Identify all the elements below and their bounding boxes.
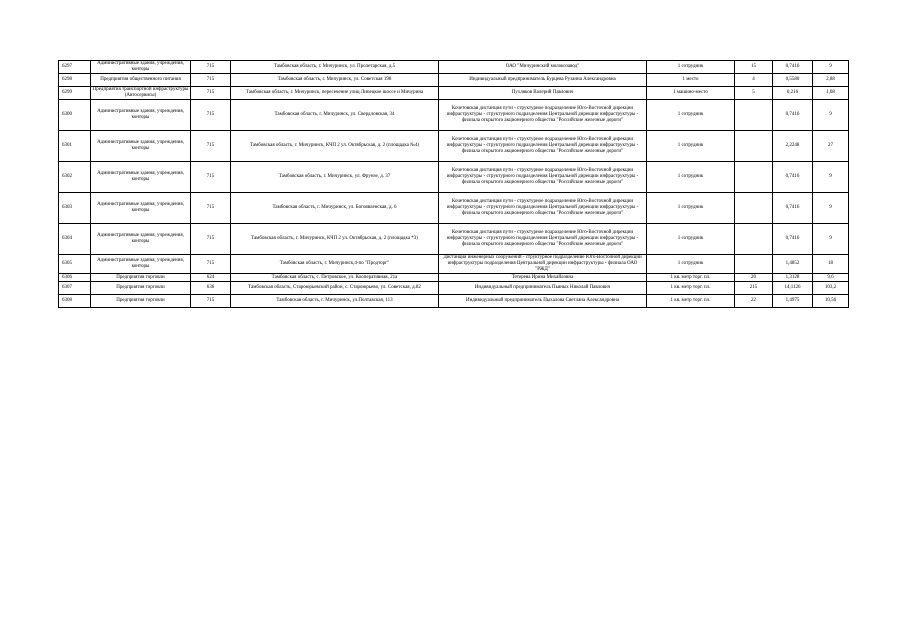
cell-code: 624 bbox=[191, 274, 231, 282]
cell-code: 715 bbox=[191, 74, 231, 87]
table-row bbox=[59, 224, 849, 255]
cell-owner: Тетерева Ирина Михайловна bbox=[439, 274, 647, 282]
cell-owner: Пухляков Валерий Павлович bbox=[439, 87, 647, 100]
cell-unit: 1 сотрудник bbox=[647, 100, 735, 131]
cell-type: Предприятия торговли bbox=[91, 295, 191, 308]
cell-volume: 2,88 bbox=[813, 74, 849, 87]
cell-norm: 0,5580 bbox=[773, 74, 813, 87]
cell-code: 715 bbox=[191, 162, 231, 193]
cell-type: Административные здания, учреждения, конторы bbox=[91, 193, 191, 224]
cell-address: Тамбовская область, г. Мичуринск, ул. Свердловская, 34 bbox=[231, 100, 439, 131]
cell-id: 6307 bbox=[59, 282, 91, 295]
cell-type: Административные здания, учреждения, конторы bbox=[91, 255, 191, 274]
cell-volume: 9,6 bbox=[813, 274, 849, 282]
cell-qty bbox=[735, 131, 773, 162]
cell-id: 6306 bbox=[59, 274, 91, 282]
cell-qty bbox=[735, 224, 773, 255]
cell-norm: 0,7416 bbox=[773, 61, 813, 74]
cell-unit: 1 кв. метр торг. пл. bbox=[647, 295, 735, 308]
cell-volume: 9 bbox=[813, 193, 849, 224]
table-row bbox=[59, 74, 849, 87]
cell-type: Предприятия торговли bbox=[91, 282, 191, 295]
cell-address: Тамбовская область, с. Петровское, ул. Кооперативная, 21а bbox=[231, 274, 439, 282]
table-row bbox=[59, 255, 849, 274]
cell-type: Административные здания, учреждения, конторы bbox=[91, 100, 191, 131]
cell-volume: 9 bbox=[813, 162, 849, 193]
table-row bbox=[59, 295, 849, 308]
cell-address: Тамбовская область, г. Мичуринск, ул. Пролетарская, д.5 bbox=[231, 61, 439, 74]
cell-norm: 0,7416 bbox=[773, 193, 813, 224]
cell-address: Тамбовская область, г. Мичуринск, ул.Полтавская, 113 bbox=[231, 295, 439, 308]
cell-volume: 103,2 bbox=[813, 282, 849, 295]
cell-norm: 1,4975 bbox=[773, 295, 813, 308]
table-row bbox=[59, 193, 849, 224]
cell-id: 6304 bbox=[59, 224, 91, 255]
cell-unit: 1 сотрудник bbox=[647, 193, 735, 224]
cell-unit: 1 сотрудник bbox=[647, 224, 735, 255]
cell-code: 715 bbox=[191, 224, 231, 255]
cell-address: Тамбовская область, г. Мичуринск, КЧП 2 ул. Октябрьская, д. 2 (площадка №4) bbox=[231, 131, 439, 162]
cell-address: Тамбовская область, г. Мичуринск, ул. Советская 198 bbox=[231, 74, 439, 87]
table-row bbox=[59, 100, 849, 131]
cell-volume: 9 bbox=[813, 61, 849, 74]
cell-code: 715 bbox=[191, 295, 231, 308]
cell-owner: Дистанция инженерных сооружений - структурное подразделение Юго-Восточной дирекции инфраструктуры подразделения Центральной дирекции инфраструктуры - филиала ОАО "РЖД" bbox=[439, 255, 647, 274]
cell-owner: Индивидуальный предприниматель Бурцева Рузанна Александровна bbox=[439, 74, 647, 87]
cell-code: 715 bbox=[191, 87, 231, 100]
cell-code: 715 bbox=[191, 255, 231, 274]
cell-address: Тамбовская область, г. Мичуринск, пересечение улиц Липецкое шоссе и Мичурина bbox=[231, 87, 439, 100]
cell-unit: 1 машино-место bbox=[647, 87, 735, 100]
cell-norm: 1,4852 bbox=[773, 255, 813, 274]
cell-unit: 1 сотрудник bbox=[647, 162, 735, 193]
cell-type: Административные здания, учреждения, конторы bbox=[91, 61, 191, 74]
cell-unit: 1 сотрудник bbox=[647, 61, 735, 74]
cell-address: Тамбовская область, Староюрьевский район, с. Староюрьево, ул. Советская, д.82 bbox=[231, 282, 439, 295]
cell-volume: 9 bbox=[813, 224, 849, 255]
cell-owner: ОАО "Мичуринский молокозавод" bbox=[439, 61, 647, 74]
cell-id: 6297 bbox=[59, 61, 91, 74]
cell-norm: 0,7416 bbox=[773, 224, 813, 255]
cell-address: Тамбовская область, г. Мичуринск, ул. Богоявленская, д. 6 bbox=[231, 193, 439, 224]
cell-type: Административные здания, учреждения, конторы bbox=[91, 131, 191, 162]
cell-address: Тамбовская область, г. Мичуринск,4-по "Продторг" bbox=[231, 255, 439, 274]
cell-code: 715 bbox=[191, 61, 231, 74]
cell-code: 715 bbox=[191, 193, 231, 224]
cell-id: 6300 bbox=[59, 100, 91, 131]
cell-norm: 0,7416 bbox=[773, 162, 813, 193]
cell-id: 6308 bbox=[59, 295, 91, 308]
cell-type: Предприятия транспортной инфраструктуры (Автосервисы) bbox=[91, 87, 191, 100]
table-row bbox=[59, 61, 849, 74]
cell-code: 715 bbox=[191, 100, 231, 131]
cell-qty bbox=[735, 193, 773, 224]
cell-norm: 1,3128 bbox=[773, 274, 813, 282]
cell-owner: Кочетовская дистанция пути - структурное подразделение Юго-Восточной дирекции инфраструктуры - структурного подразделения Центральной дирекции инфраструктуры - филиала открытого акционерного общества "Российские железные дороги" bbox=[439, 224, 647, 255]
cell-qty: 15 bbox=[735, 61, 773, 74]
cell-qty: 5 bbox=[735, 87, 773, 100]
table-row bbox=[59, 87, 849, 100]
table-row bbox=[59, 282, 849, 295]
cell-volume: 27 bbox=[813, 131, 849, 162]
cell-code: 636 bbox=[191, 282, 231, 295]
cell-id: 6302 bbox=[59, 162, 91, 193]
cell-type: Предприятия общественного питания bbox=[91, 74, 191, 87]
cell-type: Предприятия торговли bbox=[91, 274, 191, 282]
cell-qty: 215 bbox=[735, 282, 773, 295]
cell-unit: 1 сотрудник bbox=[647, 131, 735, 162]
cell-owner: Кочетовская дистанция пути - структурное подразделение Юго-Восточной дирекции инфраструктуры - структурного подразделения Центральной дирекции инфраструктуры - филиала открытого акционерного общества "Российские железные дороги" bbox=[439, 100, 647, 131]
cell-norm: 2,2248 bbox=[773, 131, 813, 162]
cell-address: Тамбовская область, г. Мичуринск, КЧП 2 ул. Октябрьская, д. 2 (площадка *3) bbox=[231, 224, 439, 255]
cell-volume: 18 bbox=[813, 255, 849, 274]
cell-qty: 4 bbox=[735, 74, 773, 87]
cell-owner: Кочетовская дистанция пути - структурное подразделение Юго-Восточной дирекции инфраструктуры - структурного подразделения Центральной дирекции инфраструктуры - филиала открытого акционерного общества "Российские железные дороги" bbox=[439, 193, 647, 224]
cell-norm: 0,216 bbox=[773, 87, 813, 100]
cell-id: 6299 bbox=[59, 87, 91, 100]
cell-type: Административные здания, учреждения, конторы bbox=[91, 224, 191, 255]
cell-unit: 1 сотрудник bbox=[647, 255, 735, 274]
data-table bbox=[58, 60, 849, 308]
cell-type: Административные здания, учреждения, конторы bbox=[91, 162, 191, 193]
cell-volume: 10,56 bbox=[813, 295, 849, 308]
cell-owner: Кочетовская дистанция пути - структурное подразделение Юго-Восточной дирекции инфраструктуры - структурного подразделения Центральной дирекции инфраструктуры - филиала открытого акционерного общества "Российские железные дороги" bbox=[439, 131, 647, 162]
cell-norm: 14,1126 bbox=[773, 282, 813, 295]
table-row bbox=[59, 162, 849, 193]
cell-qty: 22 bbox=[735, 295, 773, 308]
cell-id: 6298 bbox=[59, 74, 91, 87]
cell-owner: Индивидуальный предприниматель Пыхалова Светлана Александровна bbox=[439, 295, 647, 308]
cell-unit: 1 кв. метр торг. пл. bbox=[647, 282, 735, 295]
cell-qty bbox=[735, 255, 773, 274]
cell-code: 715 bbox=[191, 131, 231, 162]
cell-volume: 9 bbox=[813, 100, 849, 131]
cell-norm: 0,7416 bbox=[773, 100, 813, 131]
cell-address: Тамбовская область, г. Мичуринск, ул. Фрунзе, д. 37 bbox=[231, 162, 439, 193]
cell-id: 6301 bbox=[59, 131, 91, 162]
cell-unit: 1 кв. метр торг. пл. bbox=[647, 274, 735, 282]
cell-id: 6305 bbox=[59, 255, 91, 274]
cell-id: 6303 bbox=[59, 193, 91, 224]
cell-owner: Кочетовская дистанция пути - структурное подразделение Юго-Восточной дирекции инфраструктуры - структурного подразделения Центральной дирекции инфраструктуры - филиала открытого акционерного общества "Российские железные дороги" bbox=[439, 162, 647, 193]
table-row bbox=[59, 131, 849, 162]
cell-volume: 1,08 bbox=[813, 87, 849, 100]
cell-unit: 1 место bbox=[647, 74, 735, 87]
cell-qty: 20 bbox=[735, 274, 773, 282]
table-row bbox=[59, 274, 849, 282]
cell-qty bbox=[735, 100, 773, 131]
cell-qty bbox=[735, 162, 773, 193]
cell-owner: Индивидуальный предприниматель Пьяных Николай Павлович bbox=[439, 282, 647, 295]
